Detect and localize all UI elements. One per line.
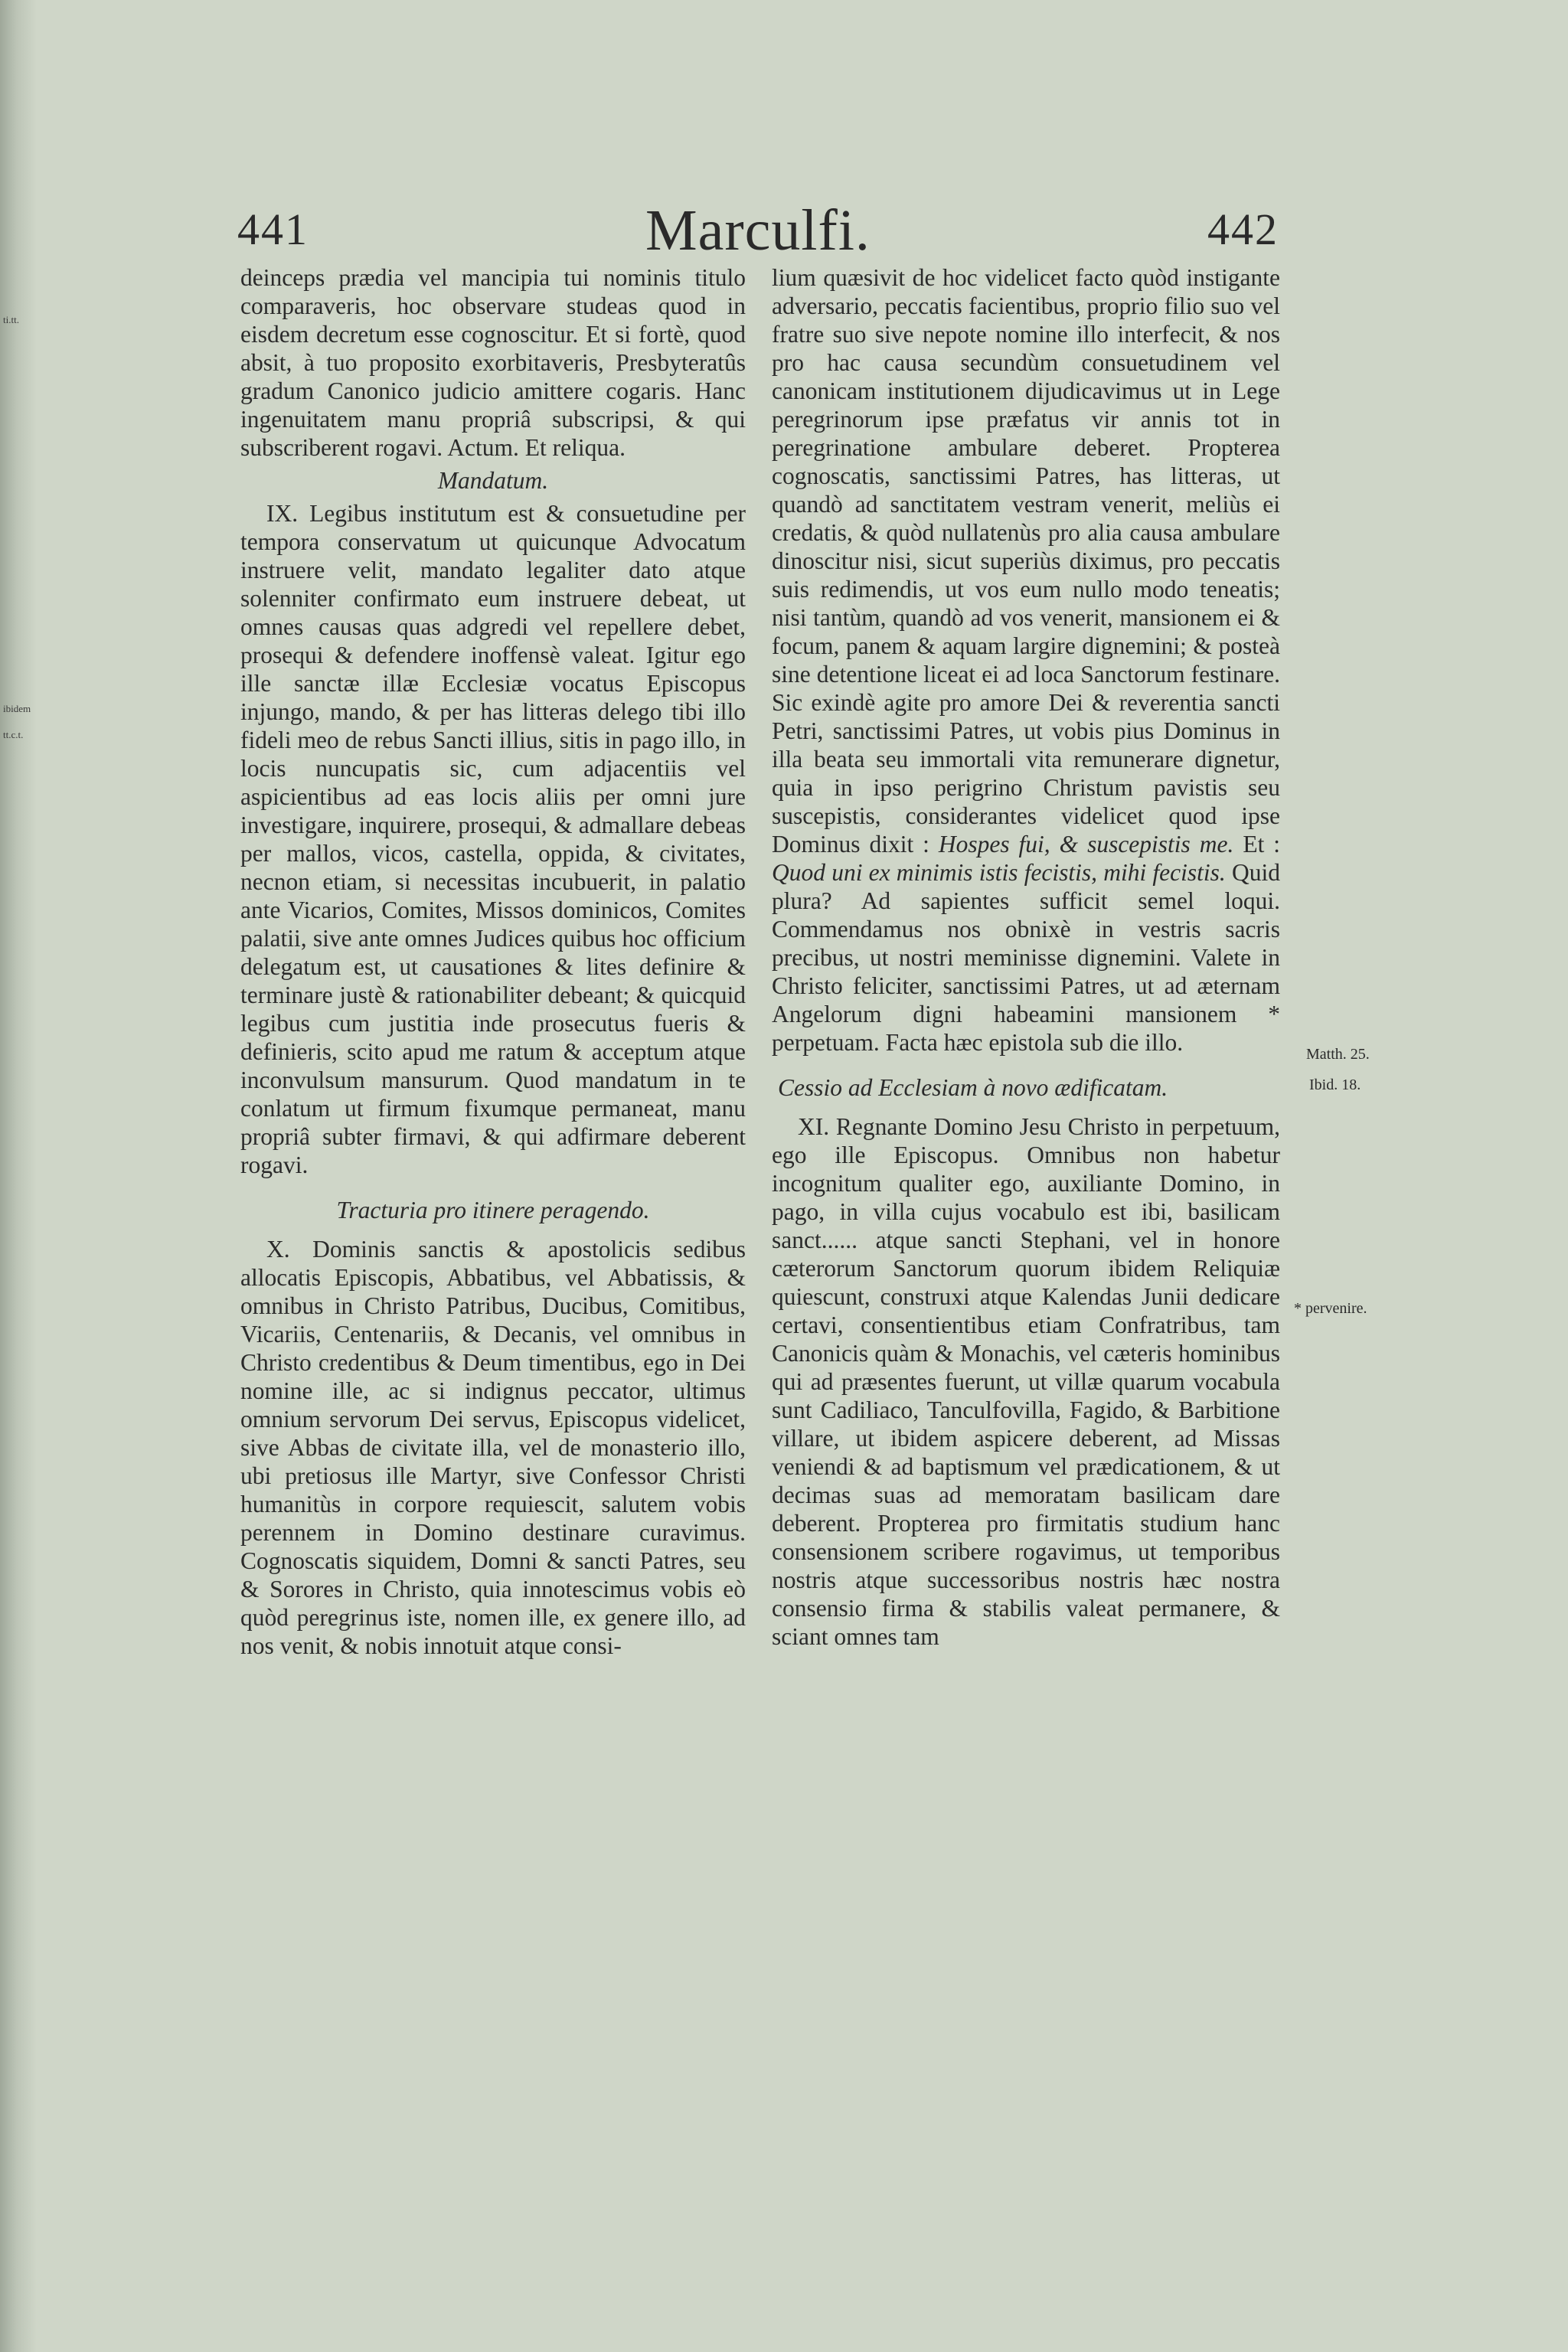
text-run: Et :: [1243, 831, 1281, 858]
paragraph: IX. Legibus institutum est & consuetudine per tempora conservatum ut quicunque Advocatum instruere velit, mandato legaliter dato atque solenniter confirmato eum instruere debeat, ut omnes causas quas adgredi vel repellere debet, prosequi & defendere inoffensè valeat. Igitur ego ille sanctæ illæ Ecclesiæ vocatus Episcopus injungo, mando, & per has litteras delego tibi illo fideli meo de rebus Sancti illius, sitis in pago illo, in locis nuncupatis sic, cum adjacentiis vel aspicientibus ad eas locis aliis per omni jure investigare, inquirere, prosequi, & admallare debeas per mallos, vicos, castella, oppida, & civitates, necnon etiam, si necessitas incubuerit, in palatio ante Vicarios, Comites, Missos dominicos, Comites palatii, sive ante omnes Judices quibus hoc officium delegatum est, ut causationes & lites definire & terminare justè & rationabiliter debeant; & quicquid legibus cum justitia inde prosecutus fueris & definieris, scito apud me ratum & acceptum atque inconvulsum mansurum. Quod mandatum in te conlatum ut firmum fixumque permaneat, manu propriâ subter firmavi, & qui adfirmare deberent rogavi.: [240, 500, 746, 1178]
section-heading: Cessio ad Ecclesiam à novo ædificatam.: [778, 1074, 1168, 1101]
left-column: [240, 263, 746, 1660]
right-column: [772, 263, 1280, 1651]
page-edge: [0, 0, 37, 2352]
left-page-number: 441: [237, 204, 309, 254]
margin-note: Matth. 25.: [1306, 1046, 1370, 1063]
paragraph: XI. Regnante Domino Jesu Christo in perpetuum, ego ille Episcopus. Omnibus non habetur incognitum qualiter ego, auxiliante Domino, in pago, in villa cujus vocabulo est ibi, basilicam sanct...... atque sancti Stephani, vel in honore cæterorum Sanctorum quorum ibidem Reliquiæ quiescunt, construxi atque Kalendas Junii dedicare certavi, consentientibus etiam Confratribus, tam Canonicis quàm & Monachis, vel cæteris hominibus qui ad præsentes fuerunt, ut villæ quarum vocabula sunt Cadiliaco, Tanculfovilla, Fagido, & Barbitione villare, ut ibidem aspicere deberent, ad Missas veniendi & ad baptismum vel prædicationem, & ut decimas suas ad memoratam basilicam dare deberent. Propterea pro firmitatis studium hanc consensionem scribere rogavimus, ut temporibus nostris atque successoribus nostris hæc nostra consensio firma & stabilis valeat permanere, & sciant omnes tam: [772, 1113, 1280, 1650]
paragraph: [772, 263, 1280, 1057]
section-heading: Tracturia pro itinere peragendo.: [336, 1197, 650, 1223]
running-title: Marculfi.: [645, 198, 871, 263]
gutter-note: ibidem: [3, 703, 31, 714]
gutter-note: ti.tt.: [3, 314, 19, 325]
section-heading: Mandatum.: [437, 467, 549, 494]
text-run: lium quæsivit de hoc videlicet facto quòd instigante adversario, peccatis facientibus, proprio filio suo vel fratre suo sive nepote nomine illo interfecit, & nos pro hac causa secundùm consuetudinem vel canonicam institutionem dijudicavimus ut in Lege peregrinorum ipse præfatus vir annis tot in peregrinatione ambulare deberet. Propterea cognoscatis, sanctissimi Patres, has litteras, ut quandò ad sanctitatem vestram venerit, meliùs ei credatis, & quòd nullatenùs pro alia causa ambulare dinoscitur nisi, sicut superiùs diximus, pro peccatis suis redimendis, ut vos eum nullo modo teneatis; nisi tantùm, quandò ad vos venerit, mansionem ei & focum, panem & aquam largire dignemini; & posteà sine detentione liceat ei ad loca Sanctorum festinare. Sic exindè agite pro amore Dei & reverentia sancti Petri, sanctissimi Patres, ut vobis pius Dominus in illa beata seu immortali vita remunerare dignetur, quia in ipso perigrino Christum pavistis seu suscepistis, considerantes videlicet quod ipse Dominus dixit :: [772, 264, 1280, 858]
quotation: Hospes fui, & suscepistis me.: [938, 831, 1234, 858]
page-header: [237, 198, 1279, 263]
right-page-number: 442: [1207, 204, 1279, 254]
margin-note: Ibid. 18.: [1309, 1076, 1361, 1093]
gutter-note: tt.c.t.: [3, 729, 24, 740]
paragraph: X. Dominis sanctis & apostolicis sedibus allocatis Episcopis, Abbatibus, vel Abbatissis, & omnibus in Christo Patribus, Ducibus, Comitibus, Vicariis, Centenariis, & Decanis, vel omnibus in Christo credentibus & Deum timentibus, ego in Dei nomine ille, ac si indignus peccator, ultimus omnium servorum Dei servus, Episcopus videlicet, sive Abbas de civitate illa, vel de monasterio illo, ubi pretiosus ille Martyr, sive Confessor Christi humanitùs in corpore requiescit, salutem vobis perennem in Domino destinare curavimus. Cognoscatis siquidem, Domni & sancti Patres, seu & Sorores in Christo, quia innotescimus vobis eò quòd peregrinus iste, nomen ille, ex genere illo, ad nos venit, & nobis innotuit atque consi-: [240, 1236, 746, 1659]
margin-note: * pervenire.: [1294, 1300, 1367, 1317]
text-run: Quid plura? Ad sapientes sufficit semel loqui. Commendamus nos obnixè in vestris sacris precibus, ut nostri meminisse dignemini. Valete in Christo feliciter, sanctissimi Patres, ut ad æternam Angelorum digni habeamini mansionem * perpetuam. Facta hæc epistola sub die illo.: [772, 859, 1280, 1056]
quotation: Quod uni ex minimis istis fecistis, mihi fecistis.: [772, 859, 1226, 886]
paragraph: deinceps prædia vel mancipia tui nominis titulo comparaveris, hoc observare studeas quod in eisdem decretum esse cognoscitur. Et si fortè, quod absit, à tuo proposito exorbitaveris, Presbyteratûs gradum Canonico judicio amittere cogaris. Hanc ingenuitatem manu propriâ subscripsi, & qui subscriberent rogavi. Actum. Et reliqua.: [240, 264, 746, 461]
